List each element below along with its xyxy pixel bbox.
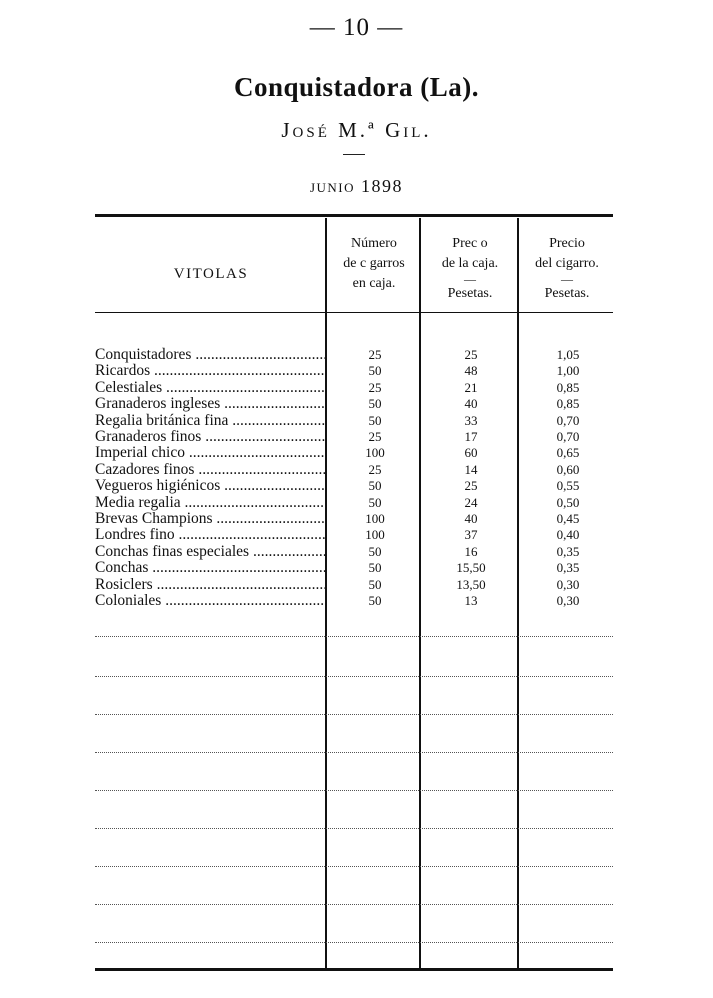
header-line: en caja. (352, 276, 396, 291)
cigar-count: 50 (368, 543, 382, 559)
box-price: 37 (464, 527, 478, 543)
cigar-price: 0,70 (556, 412, 580, 428)
cigar-price: 0,40 (556, 527, 580, 543)
table-row (0, 544, 713, 560)
date-line: junio 1898 (309, 176, 404, 196)
cigar-price: 0,70 (556, 429, 580, 444)
box-price: 60 (464, 445, 478, 461)
vitola-name: Conquistadores ..... (95, 347, 325, 363)
cigar-price: 0,65 (556, 445, 580, 461)
cigar-count: 50 (368, 494, 382, 510)
empty-dotted-row (95, 942, 613, 943)
header-dash: — (464, 272, 476, 286)
vitola-name: Celestiales ..... (95, 380, 325, 396)
vitola-name: Rosiclers ..... (95, 577, 325, 593)
box-price: 16 (464, 543, 478, 559)
table-row (0, 347, 713, 363)
cigar-price: 0,35 (556, 543, 580, 559)
cigar-count: 25 (368, 461, 382, 477)
cigar-price: 0,85 (556, 379, 580, 395)
cigar-count: 25 (368, 429, 382, 444)
header-line: Precio (549, 236, 585, 251)
header-line: Número (351, 236, 397, 251)
short-divider (343, 154, 365, 155)
empty-dotted-row (95, 676, 613, 677)
vitola-name: Londres fino ..... (95, 527, 325, 543)
cigar-count: 100 (365, 511, 385, 526)
table-row (0, 413, 713, 429)
vitola-name: Ricardos ..... (95, 363, 325, 379)
table-row (0, 577, 713, 593)
cigar-count: 100 (365, 527, 385, 543)
table-row (0, 429, 713, 445)
cigar-price: 0,60 (556, 461, 580, 477)
box-price: 25 (464, 347, 478, 362)
box-price: 13,50 (456, 576, 486, 592)
cigar-price: 1,05 (556, 347, 580, 362)
box-price: 17 (464, 429, 478, 444)
cigar-price: 1,00 (556, 363, 580, 379)
cigar-count: 50 (368, 363, 382, 379)
vitola-name: Granaderos ingleses ..... (95, 396, 325, 412)
table-bottom-rule (95, 968, 613, 971)
empty-dotted-row (95, 904, 613, 905)
cigar-price: 0,30 (556, 593, 580, 608)
cigar-price: 0,50 (556, 494, 580, 510)
cigar-count: 50 (368, 412, 382, 428)
cigar-count: 50 (368, 593, 382, 608)
vitola-name: Conchas ..... (95, 560, 325, 576)
cigar-price: 0,30 (556, 576, 580, 592)
vitola-name: Cazadores finos ..... (95, 462, 325, 478)
column-header-box-price (423, 234, 517, 304)
table-top-rule (95, 214, 613, 217)
cigar-count: 50 (368, 576, 382, 592)
cigar-price: 0,85 (556, 396, 580, 412)
cigar-count: 50 (368, 396, 382, 412)
cigar-price: 0,35 (556, 560, 580, 576)
box-price: 14 (464, 461, 478, 477)
maker-name: José M.ª Gil. (281, 118, 432, 142)
header-bottom-rule (95, 312, 613, 313)
vitola-name: Conchas finas especiales ..... (95, 544, 325, 560)
header-line: de la caja. (441, 256, 499, 271)
table-row (0, 593, 713, 609)
empty-dotted-row (95, 866, 613, 867)
vitola-name: Granaderos finos ..... (95, 429, 325, 445)
vitola-name: Regalia británica fina ..... (95, 413, 325, 429)
box-price: 40 (464, 396, 478, 412)
table-row (0, 396, 713, 412)
table-row (0, 527, 713, 543)
table-row (0, 495, 713, 511)
box-price: 48 (464, 363, 478, 379)
box-price: 40 (464, 511, 478, 526)
box-price: 21 (464, 379, 478, 395)
cigar-count: 50 (368, 478, 382, 494)
column-header-vitolas: VITOLAS (173, 266, 249, 282)
table-row (0, 462, 713, 478)
header-line: del cigarro. (535, 256, 599, 271)
header-unit: Pesetas. (447, 286, 493, 301)
empty-dotted-row (95, 752, 613, 753)
vitola-name: Imperial chico ..... (95, 445, 325, 461)
cigar-price: 0,55 (556, 478, 580, 494)
vitola-name: Coloniales ..... (95, 593, 325, 609)
table-row (0, 478, 713, 494)
header-line: Prec o (452, 236, 488, 251)
box-price: 33 (464, 412, 478, 428)
box-price: 13 (464, 593, 478, 608)
empty-dotted-row (95, 828, 613, 829)
header-unit: Pesetas. (544, 286, 590, 301)
box-price: 25 (464, 478, 478, 494)
column-header-cigar-price (521, 234, 613, 304)
header-line: de c garros (343, 256, 405, 271)
header-dash: — (561, 272, 573, 286)
vitola-name: Media regalia ..... (95, 495, 325, 511)
table-row (0, 511, 713, 527)
empty-dotted-row (95, 790, 613, 791)
page-number: — 10 — (309, 14, 404, 41)
cigar-count: 25 (368, 347, 382, 362)
vitola-name: Vegueros higiénicos ..... (95, 478, 325, 494)
table-row (0, 380, 713, 396)
empty-dotted-row (95, 636, 613, 637)
cigar-count: 100 (365, 445, 385, 461)
box-price: 24 (464, 494, 478, 510)
table-row (0, 363, 713, 379)
vitola-name: Brevas Champions ..... (95, 511, 325, 527)
cigar-count: 50 (368, 560, 382, 576)
cigar-count: 25 (368, 379, 382, 395)
page-title: Conquistadora (La). (233, 72, 480, 102)
table-row (0, 445, 713, 461)
box-price: 15,50 (456, 560, 486, 576)
column-header-count (329, 234, 419, 294)
empty-dotted-row (95, 714, 613, 715)
cigar-price: 0,45 (556, 511, 580, 526)
table-row (0, 560, 713, 576)
